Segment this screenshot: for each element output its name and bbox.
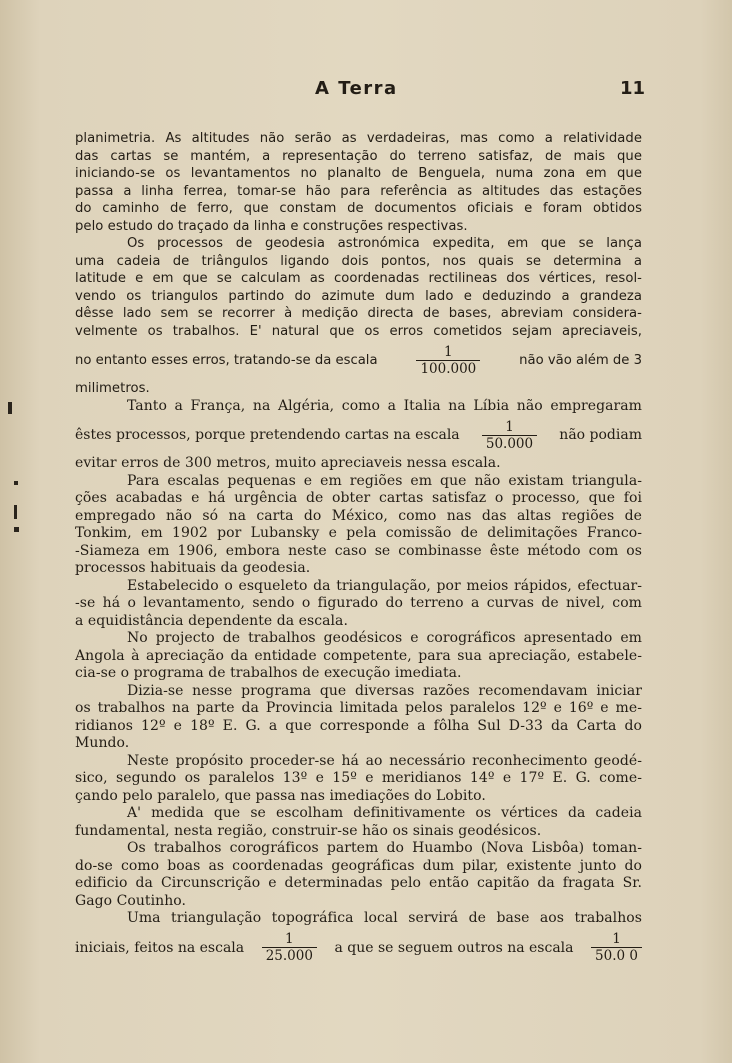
text-line: do caminho de ferro, que constam de documentos oficiais e foram obtidos xyxy=(75,201,642,216)
margin-mark xyxy=(14,481,18,485)
text-line: Os trabalhos corográficos partem do Huambo (Nova Lisbôa) toman- xyxy=(127,840,642,856)
fraction-line xyxy=(75,928,642,968)
text-line: çando pelo paralelo, que passa nas imediações do Lobito. xyxy=(75,787,486,804)
fraction-line xyxy=(75,340,642,380)
scale-fraction xyxy=(262,931,317,964)
text-line: das cartas se mantém, a representação do terreno satisfaz, de mais que xyxy=(75,148,642,164)
text-line: do-se como boas as coordenadas geográficas dum pilar, existente junto do xyxy=(75,857,642,874)
text-line: vendo os triangulos partindo do azimute dum lado e deduzindo a grandeza xyxy=(75,288,642,304)
scale-fraction xyxy=(482,419,537,452)
text-line: A' medida que se escolham definitivamente os vértices da cadeia xyxy=(127,805,642,821)
text-line: -Siameza em 1906, embora neste caso se combinasse êste método com os xyxy=(75,542,642,559)
fraction-text-after: não podiam xyxy=(559,427,642,443)
text-line: latitude e em que se calculam as coordenadas rectilineas dos vértices, resol- xyxy=(75,271,642,286)
text-line: sico, segundo os paralelos 13º e 15º e meridianos 14º e 17º E. G. come- xyxy=(75,770,642,786)
text-line: evitar erros de 300 metros, muito apreciaveis nessa escala. xyxy=(75,455,501,471)
text-line: Dizia-se nesse programa que diversas razões recomendavam iniciar xyxy=(127,682,642,699)
text-line: passa a linha ferrea, tomar-se hão para referência as altitudes das estações xyxy=(75,183,642,199)
text-line: Gago Coutinho. xyxy=(75,892,186,909)
fraction-text-middle: a que se seguem outros na escala xyxy=(334,939,574,956)
text-line: Estabelecido o esqueleto da triangulação, por meios rápidos, efectuar- xyxy=(127,577,642,594)
fraction-numerator: 1 xyxy=(505,418,514,435)
text-line: -se há o levantamento, sendo o figurado do terreno a curvas de nivel, com xyxy=(75,595,642,611)
text-line: Os processos de geodesia astronómica expedita, em que se lança xyxy=(127,236,642,251)
text-line: fundamental, nesta região, construir-se hão os sinais geodésicos. xyxy=(75,822,542,839)
text-line: cia-se o programa de trabalhos de execução imediata. xyxy=(75,665,462,681)
text-line: ridianos 12º e 18º E. G. a que corresponde a fôlha Sul D-33 da Carta do xyxy=(75,717,642,734)
fraction-denominator: 100.000 xyxy=(416,360,480,377)
text-line: Angola à apreciação da entidade competente, para sua apreciação, estabele- xyxy=(75,647,642,664)
text-line: Neste propósito proceder-se há ao necessário reconhecimento geodé- xyxy=(127,752,642,769)
text-line: velmente os trabalhos. E' natural que os erros cometidos sejam apreciaveis, xyxy=(75,323,642,339)
fraction-numerator: 1 xyxy=(285,931,294,947)
body-text xyxy=(75,130,642,968)
text-line: Mundo. xyxy=(75,735,130,751)
page-number: 11 xyxy=(620,78,646,99)
text-line: iniciando-se os levantamentos no planalto de Benguela, numa zona em que xyxy=(75,166,642,181)
text-line: milimetros. xyxy=(75,381,150,396)
text-line: os trabalhos na parte da Provincia limitada pelos paralelos 12º e 16º e me- xyxy=(75,700,642,716)
text-line: edificio da Circunscrição e determinadas pelo então capitão da fragata Sr. xyxy=(75,875,642,891)
text-line: uma cadeia de triângulos ligando dois pontos, nos quais se determina a xyxy=(75,253,642,269)
fraction-line xyxy=(75,415,642,455)
text-line: pelo estudo do traçado da linha e construções respectivas. xyxy=(75,218,468,234)
margin-mark xyxy=(8,402,12,414)
scale-fraction xyxy=(416,344,480,377)
fraction-text-before: no entanto esses erros, tratando-se da escala xyxy=(75,352,378,368)
text-line: planimetria. As altitudes não serão as verdadeiras, mas como a relatividade xyxy=(75,131,642,146)
text-line: a equidistância dependente da escala. xyxy=(75,612,348,629)
text-line: ções acabadas e há urgência de obter cartas satisfaz o processo, que foi xyxy=(75,490,642,506)
fraction-text-before: êstes processos, porque pretendendo cartas na escala xyxy=(75,427,460,443)
margin-mark xyxy=(14,527,19,532)
fraction-denominator: 50.0 0 xyxy=(591,947,642,964)
text-line: Tanto a França, na Algéria, como a Italia na Líbia não empregaram xyxy=(127,397,642,414)
scale-fraction xyxy=(591,931,642,964)
text-line: Para escalas pequenas e em regiões em que não existam triangula- xyxy=(127,472,642,489)
text-line: Uma triangulação topográfica local servirá de base aos trabalhos xyxy=(127,910,642,926)
text-line: dêsse lado sem se recorrer à medição directa de bases, abreviam considera- xyxy=(75,306,642,321)
fraction-denominator: 50.000 xyxy=(482,435,537,452)
fraction-text-before: iniciais, feitos na escala xyxy=(75,939,245,956)
fraction-numerator: 1 xyxy=(444,343,453,360)
text-line: empregado não só na carta do México, como nas das altas regiões de xyxy=(75,507,642,524)
text-line: processos habituais da geodesia. xyxy=(75,560,311,576)
text-line: Tonkim, em 1902 por Lubansky e pela comissão de delimitações Franco- xyxy=(75,525,642,541)
margin-mark xyxy=(14,505,17,519)
running-title: A Terra xyxy=(315,78,398,99)
fraction-text-after: não vão além de 3 xyxy=(519,352,642,368)
running-header xyxy=(0,78,732,104)
fraction-denominator: 25.000 xyxy=(262,947,317,964)
text-line: No projecto de trabalhos geodésicos e corográficos apresentado em xyxy=(127,630,642,646)
fraction-numerator: 1 xyxy=(612,931,621,947)
